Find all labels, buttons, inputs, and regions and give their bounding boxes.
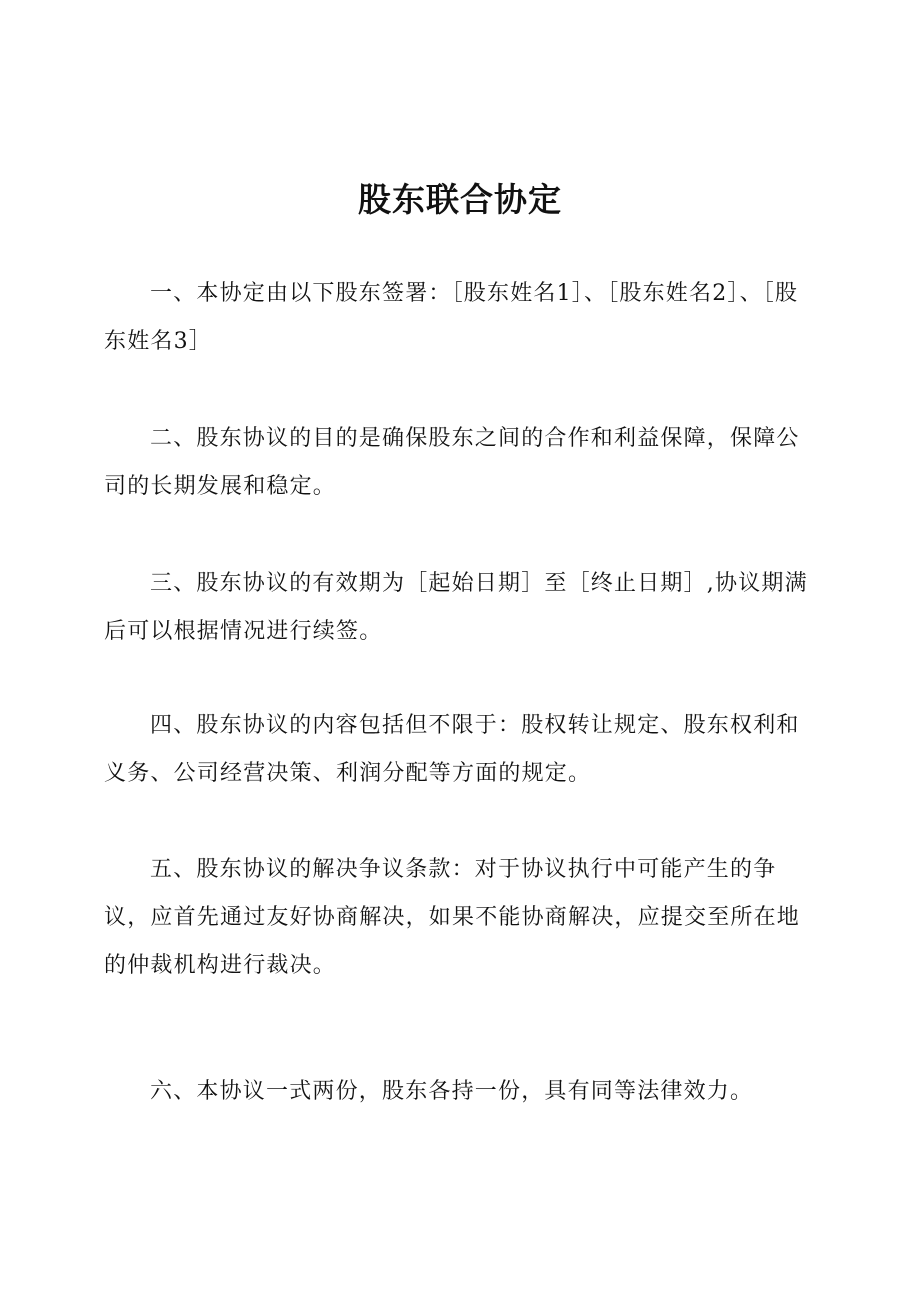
clause-3: 三、股东协议的有效期为［起始日期］至［终止日期］,协议期满后可以根据情况进行续签。 [104,571,808,644]
clause-5: 五、股东协议的解决争议条款：对于协议执行中可能产生的争议，应首先通过友好协商解决，如果不能协商解决，应提交至所在地的仲裁机构进行裁决。 [104,857,801,978]
clause-6: 六、本协议一式两份，股东各持一份，具有同等法律效力。 [150,1079,754,1104]
clause-1: 一、本协定由以下股东签署：［股东姓名1］、［股东姓名2］、［股东姓名3］ [104,281,799,354]
clause-4: 四、股东协议的内容包括但不限于：股权转让规定、股东权利和义务、公司经营决策、利润分配等方面的规定。 [104,713,800,786]
clause-2: 二、股东协议的目的是确保股东之间的合作和利益保障，保障公司的长期发展和稳定。 [104,426,800,499]
document-title: 股东联合协定 [358,180,562,219]
